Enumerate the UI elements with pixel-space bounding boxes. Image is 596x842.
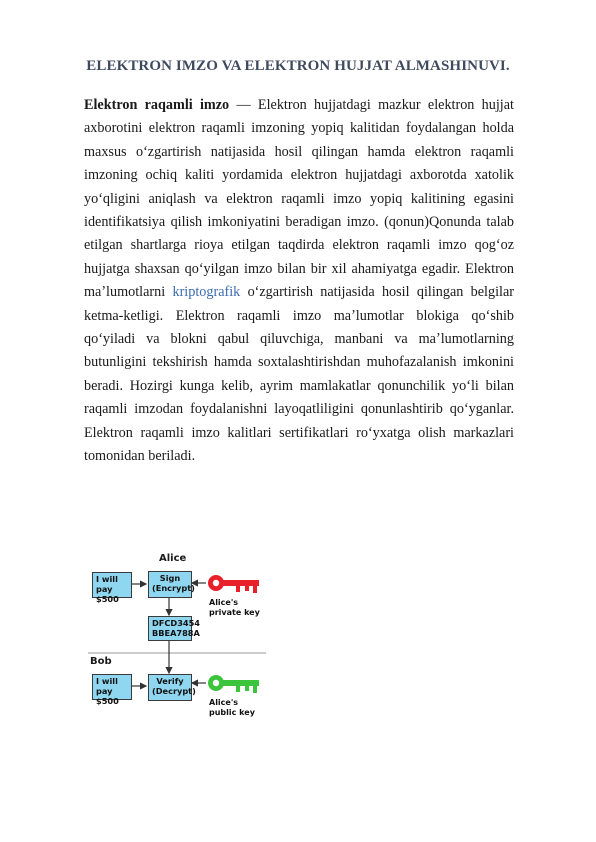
kriptografik-link[interactable]: kriptografik xyxy=(172,284,241,301)
public-key-icon xyxy=(208,675,259,693)
private-key-label xyxy=(209,598,260,617)
public-key-label xyxy=(209,698,255,717)
private-key-label-line2: private key xyxy=(209,607,260,617)
bob-label: Bob xyxy=(90,656,112,667)
public-key-label-line2: public key xyxy=(209,707,255,717)
verify-line2: (Decrypt) xyxy=(152,686,196,696)
body-paragraph xyxy=(84,94,514,469)
term-bold: Elektron raqamli imzo xyxy=(84,97,230,113)
signature-box xyxy=(148,616,200,641)
public-key-label-line1: Alice's xyxy=(209,698,239,707)
message-top-line2: pay $500 xyxy=(96,584,119,604)
message-bottom-line1: I will xyxy=(96,676,118,686)
sign-line1: Sign xyxy=(159,573,181,583)
paragraph-text-1: — Elektron hujjatdagi mazkur elektron hujjat axborotini elektron raqamli imzoning yopiq kalitidan foydalangan holda maxsus oʻzgartirish natijasida hosil qilingan hamda elektron raqamli imzoning ochiq kaliti yordamida elektron hujjatdagi axborotda xatolik yoʻqligini aniqlash va elektron raqamli imzo yopiq kalitining egasini identifikatsiya qilish imkoniyatini beradigan imzo. (qonun)Qonunda talab etilgan shartlarga rioya etilgan taqdirda elektron raqamli imzo qogʻoz hujjatga shaxsan qoʻyilgan imzo bilan bir xil ahamiyatga egadir. Elektron maʼlumotlarni xyxy=(84,97,514,301)
private-key-label-line1: Alice's xyxy=(209,598,239,607)
message-bottom-line2: pay $500 xyxy=(96,686,119,706)
verify-box xyxy=(148,674,196,701)
signature-line2: BBEA788A xyxy=(152,628,200,638)
paragraph-text-2: oʻzgartirish natijasida hosil qilingan belgilar ketma-ketligi. Elektron raqamli imzo maʼlumotlar blokiga qoʻshib qoʻyiladi va blokni qabul qiluvchiga, manbani va maʼlumotlarning butunligini tekshirish hamda soxtalashtirishdan muhofazalanish imkonini beradi. Hozirgi kunga kelib, ayrim mamlakatlar qonunchilik yoʻli bilan raqamli imzodan foydalanishni layoqatliligini qonunlashtirib qoʻyganlar. Elektron raqamli imzo kalitlari sertifikatlari roʻyxatga olish markazlari tomonidan beriladi. xyxy=(84,284,514,465)
verify-line1: Verify xyxy=(156,676,184,686)
page-title: ELEKTRON IMZO VA ELEKTRON HUJJAT ALMASHINUVI. xyxy=(86,58,510,74)
message-top-line1: I will xyxy=(96,574,118,584)
message-box-top xyxy=(92,572,132,604)
digital-signature-diagram xyxy=(88,552,268,722)
alice-label: Alice xyxy=(159,553,187,564)
signature-line1: DFCD3454 xyxy=(152,618,200,628)
sign-line2: (Encrypt) xyxy=(152,583,195,593)
sign-box xyxy=(148,571,195,598)
message-box-bottom xyxy=(92,674,132,706)
private-key-icon xyxy=(208,575,259,593)
